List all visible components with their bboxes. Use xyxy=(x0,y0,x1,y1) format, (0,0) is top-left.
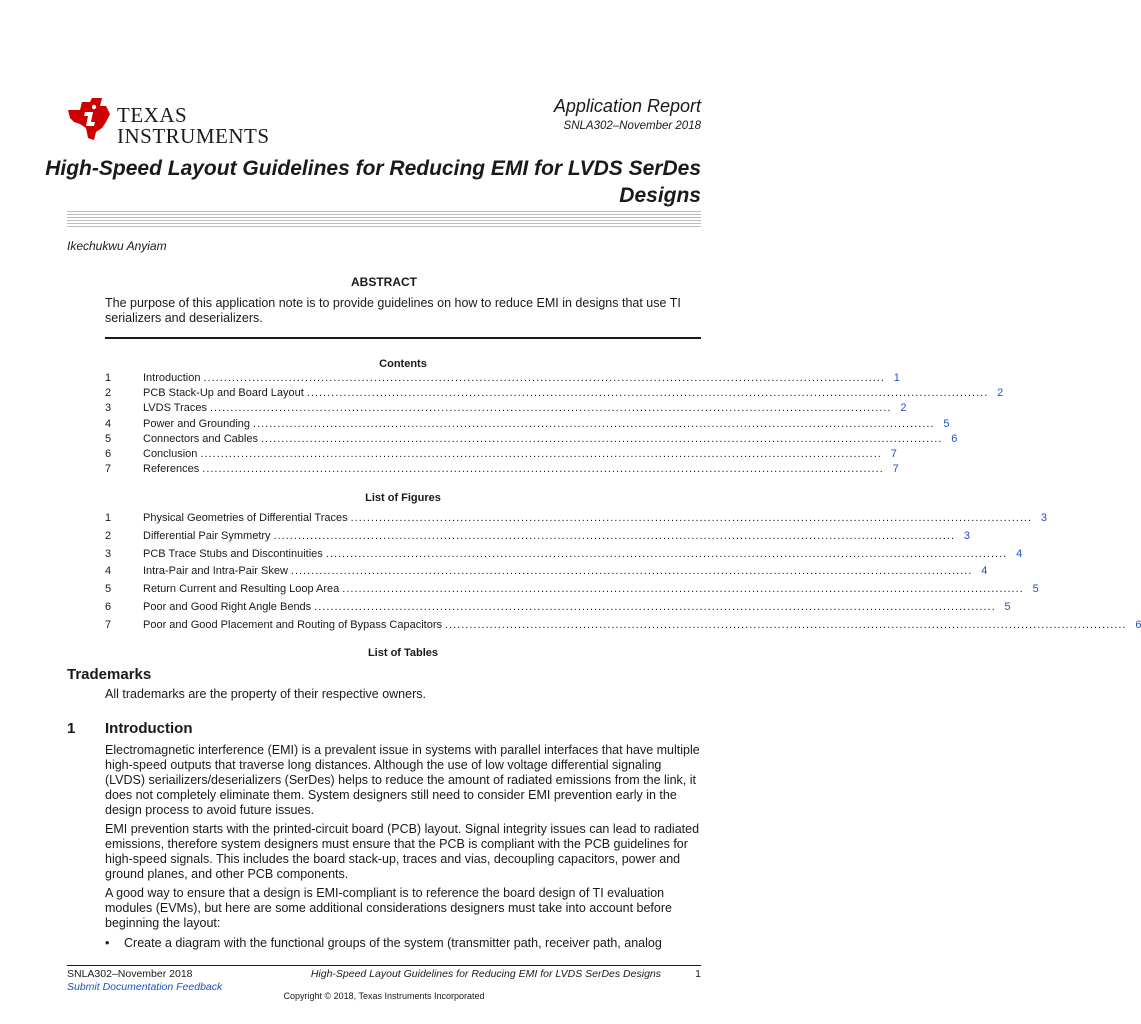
figure-page-link[interactable]: 3 xyxy=(963,529,970,542)
section-number: 1 xyxy=(67,720,76,737)
author: Ikechukwu Anyiam xyxy=(67,239,167,253)
document-title: High-Speed Layout Guidelines for Reducing EMI for LVDS SerDes Designs xyxy=(45,157,701,207)
figure-title: Poor and Good Placement and Routing of Bypass Capacitors xyxy=(143,618,443,631)
figure-number: 5 xyxy=(105,583,112,596)
toc-title: LVDS Traces xyxy=(143,402,207,415)
figure-leader: ........................................................................................................................................................................ xyxy=(314,600,996,613)
toc-number: 3 xyxy=(105,402,112,415)
contents-list xyxy=(105,372,1004,478)
toc-page-link[interactable]: 7 xyxy=(890,447,897,460)
contents-heading: Contents xyxy=(379,358,427,370)
introduction-paragraph-3: A good way to ensure that a design is EMI-compliant is to reference the board design of TI evaluation modules (EVMs), but here are some additional considerations designers must take into account before beginning the layout: xyxy=(105,886,672,930)
toc-leader: ........................................................................................................................................................................ xyxy=(202,463,884,476)
toc-entry[interactable] xyxy=(105,417,950,433)
toc-page-link[interactable]: 7 xyxy=(892,463,899,476)
bullet-item xyxy=(105,936,701,951)
toc-entry[interactable] xyxy=(105,432,958,448)
figure-entry[interactable] xyxy=(105,547,1023,566)
toc-page-link[interactable]: 2 xyxy=(900,402,907,415)
toc-title: Introduction xyxy=(143,372,201,384)
footer-doc-id: SNLA302–November 2018 xyxy=(67,968,193,980)
figure-entry[interactable] xyxy=(105,600,1011,619)
figure-page-link[interactable]: 4 xyxy=(981,565,988,578)
toc-leader: ........................................................................................................................................................................ xyxy=(210,402,892,415)
toc-number: 1 xyxy=(105,372,112,384)
toc-entry[interactable] xyxy=(105,372,900,387)
toc-page-link[interactable]: 2 xyxy=(997,387,1004,400)
toc-leader: ........................................................................................................................................................................ xyxy=(306,387,989,400)
submit-feedback-link[interactable]: Submit Documentation Feedback xyxy=(67,981,223,993)
figure-entry[interactable] xyxy=(105,529,970,548)
toc-leader: ........................................................................................................................................................................ xyxy=(253,417,935,430)
toc-number: 4 xyxy=(105,417,112,430)
figure-title: Return Current and Resulting Loop Area xyxy=(143,583,340,596)
figure-leader: ........................................................................................................................................................................ xyxy=(350,512,1033,524)
toc-title: Connectors and Cables xyxy=(143,432,258,445)
figure-number: 1 xyxy=(105,512,112,524)
toc-number: 5 xyxy=(105,432,112,445)
figure-page-link[interactable]: 5 xyxy=(1032,583,1039,596)
figure-number: 2 xyxy=(105,529,112,542)
figure-title: Differential Pair Symmetry xyxy=(143,529,271,542)
toc-leader: ........................................................................................................................................................................ xyxy=(203,372,885,384)
figure-title: PCB Trace Stubs and Discontinuities xyxy=(143,547,323,560)
figure-leader: ........................................................................................................................................................................ xyxy=(445,618,1127,631)
toc-number: 6 xyxy=(105,447,112,460)
figures-list xyxy=(105,512,1141,637)
trademarks-body: All trademarks are the property of their respective owners. xyxy=(105,687,426,701)
figure-page-link[interactable]: 4 xyxy=(1016,547,1023,560)
bullet-marker: • xyxy=(105,936,110,950)
toc-title: PCB Stack-Up and Board Layout xyxy=(143,387,304,400)
toc-entry[interactable] xyxy=(105,447,897,463)
toc-leader: ........................................................................................................................................................................ xyxy=(200,447,882,460)
introduction-paragraph-2: EMI prevention starts with the printed-circuit board (PCB) layout. Signal integrity issues can lead to radiated emissions, therefore system designers must ensure that the PCB is compliant with the PCB guidelines for high-speed signals. This includes the board stack-up, traces and vias, decoupling capacitors, power and ground planes, and other PCB components. xyxy=(105,822,700,881)
tables-heading: List of Tables xyxy=(367,647,439,659)
figure-page-link[interactable]: 3 xyxy=(1040,512,1048,524)
introduction-heading: Introduction xyxy=(105,720,193,737)
toc-title: Conclusion xyxy=(143,447,198,460)
toc-number: 7 xyxy=(105,463,112,476)
abstract-heading: ABSTRACT xyxy=(351,275,417,289)
figures-heading: List of Figures xyxy=(365,492,441,504)
figure-leader: ........................................................................................................................................................................ xyxy=(290,565,973,578)
figure-leader: ........................................................................................................................................................................ xyxy=(342,583,1024,596)
figure-leader: ........................................................................................................................................................................ xyxy=(325,547,1008,560)
figure-number: 3 xyxy=(105,547,112,560)
footer-divider xyxy=(67,965,701,966)
figure-entry[interactable] xyxy=(105,565,988,583)
abstract-body: The purpose of this application note is to provide guidelines on how to reduce EMI in designs that use TI serializers and deserializers. xyxy=(105,296,681,325)
document-id: SNLA302–November 2018 xyxy=(563,120,701,132)
toc-page-link[interactable]: 6 xyxy=(951,432,958,445)
toc-title: Power and Grounding xyxy=(143,417,251,430)
toc-title: References xyxy=(143,463,200,476)
figure-page-link[interactable]: 5 xyxy=(1004,600,1011,613)
figure-number: 7 xyxy=(105,618,112,631)
ti-logo-icon xyxy=(66,98,112,142)
figure-entry[interactable] xyxy=(105,512,1048,530)
figure-leader: ........................................................................................................................................................................ xyxy=(273,529,955,542)
bullet-text: Create a diagram with the functional groups of the system (transmitter path, receiver path, analog xyxy=(124,936,662,950)
toc-page-link[interactable]: 1 xyxy=(893,372,900,384)
footer-page-number: 1 xyxy=(695,968,701,980)
footer-title: High-Speed Layout Guidelines for Reducing EMI for LVDS SerDes Designs xyxy=(310,968,661,980)
introduction-paragraph-1: Electromagnetic interference (EMI) is a prevalent issue in systems with parallel interfaces that have multiple high-speed outputs that traverse long distances. Although the use of low voltage differential signaling (LVDS) seriailizers/deserializers (SerDes) helps to reduce the amount of radiated emissions from the link, it does not completely eliminate them. System designers still need to consider EMI prevention early in the design process to avoid future issues. xyxy=(105,743,700,817)
figure-entry[interactable] xyxy=(105,618,1141,637)
figure-entry[interactable] xyxy=(105,583,1039,601)
copyright: Copyright © 2018, Texas Instruments Incorporated xyxy=(283,991,485,1001)
trademarks-heading: Trademarks xyxy=(67,666,152,683)
toc-leader: ........................................................................................................................................................................ xyxy=(260,432,943,445)
figure-title: Intra-Pair and Intra-Pair Skew xyxy=(143,565,288,578)
toc-number: 2 xyxy=(105,387,112,400)
toc-page-link[interactable]: 5 xyxy=(943,417,950,430)
figure-title: Physical Geometries of Differential Traces xyxy=(143,512,348,524)
toc-entry[interactable] xyxy=(105,463,899,478)
toc-entry[interactable] xyxy=(105,387,1004,402)
report-type: Application Report xyxy=(553,96,701,116)
logo-wordmark-top: TEXAS xyxy=(117,103,188,127)
figure-page-link[interactable]: 6 xyxy=(1135,618,1141,631)
logo-wordmark-bottom: INSTRUMENTS xyxy=(117,124,270,148)
figure-number: 6 xyxy=(105,600,112,613)
figure-title: Poor and Good Right Angle Bends xyxy=(143,600,312,613)
title-rule xyxy=(67,211,701,229)
abstract-divider xyxy=(105,337,701,339)
figure-number: 4 xyxy=(105,565,112,578)
toc-entry[interactable] xyxy=(105,402,907,417)
